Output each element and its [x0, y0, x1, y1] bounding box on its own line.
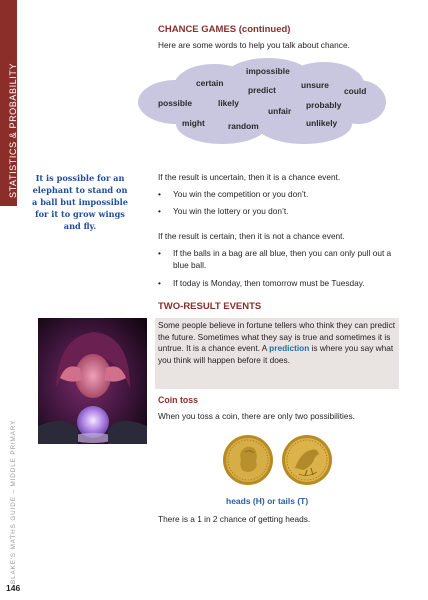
- coin-tails-icon: [281, 434, 333, 486]
- prediction-keyword: prediction: [269, 343, 310, 354]
- heading-chance-games: CHANCE GAMES (continued): [158, 24, 291, 35]
- page-number: 146: [6, 583, 21, 593]
- bullet-text: You win the competition or you don’t.: [173, 189, 309, 199]
- intro-text: Here are some words to help you talk about chance.: [158, 40, 350, 50]
- prediction-text-end: is where you say what you think will happen before it does.: [158, 343, 394, 366]
- bullet-dot: •: [158, 206, 161, 216]
- coin-heads-icon: [222, 434, 274, 486]
- cloud-word: unfair: [268, 106, 292, 116]
- bullet-text: You win the lottery or you don’t.: [173, 206, 289, 216]
- uncertain-intro: If the result is uncertain, then it is a chance event.: [158, 172, 341, 182]
- coin-chance-text: There is a 1 in 2 chance of getting heads.: [158, 514, 311, 524]
- coin-caption: heads (H) or tails (T): [226, 496, 309, 506]
- fortune-teller-photo: [38, 318, 147, 444]
- bullet-text: If today is Monday, then tomorrow must be Tuesday.: [173, 278, 365, 288]
- cloud-word: unsure: [301, 80, 329, 90]
- coin-text: When you toss a coin, there are only two possibilities.: [158, 411, 355, 421]
- cloud-word: certain: [196, 78, 224, 88]
- prediction-text: [158, 320, 398, 367]
- cloud-word: might: [182, 118, 205, 128]
- bullet-dot: •: [158, 278, 161, 288]
- section-side-tab-label: STATISTICS & PROBABILITY: [8, 62, 18, 198]
- prediction-text-start: Some people believe in fortune tellers who think they can predict the future. Sometimes what they say is true and sometimes it is untrue. It is a chance event. A: [158, 320, 396, 354]
- heading-two-result-events: TWO-RESULT EVENTS: [158, 301, 262, 312]
- cloud-word: likely: [218, 98, 239, 108]
- certain-intro: If the result is certain, then it is not a chance event.: [158, 231, 345, 241]
- bullet-text: If the balls in a bag are all blue, then you can only pull out a blue ball.: [173, 248, 392, 270]
- bullet-dot: •: [158, 189, 161, 199]
- word-cloud: [136, 56, 388, 153]
- cloud-word: could: [344, 86, 367, 96]
- cloud-word: impossible: [246, 66, 290, 76]
- bullet-dot: •: [158, 248, 161, 258]
- cloud-word: unlikely: [306, 118, 338, 128]
- book-title-footer: BLAKE'S MATHS GUIDE – MIDDLE PRIMARY: [10, 419, 17, 584]
- cloud-word: random: [228, 121, 259, 131]
- heading-coin-toss: Coin toss: [158, 395, 199, 405]
- cloud-word: probably: [306, 100, 342, 110]
- elephant-callout: It is possible for an elephant to stand on a ball but impossible for it to grow wings and fly.: [32, 173, 128, 231]
- cloud-word: predict: [248, 85, 276, 95]
- cloud-word: possible: [158, 98, 192, 108]
